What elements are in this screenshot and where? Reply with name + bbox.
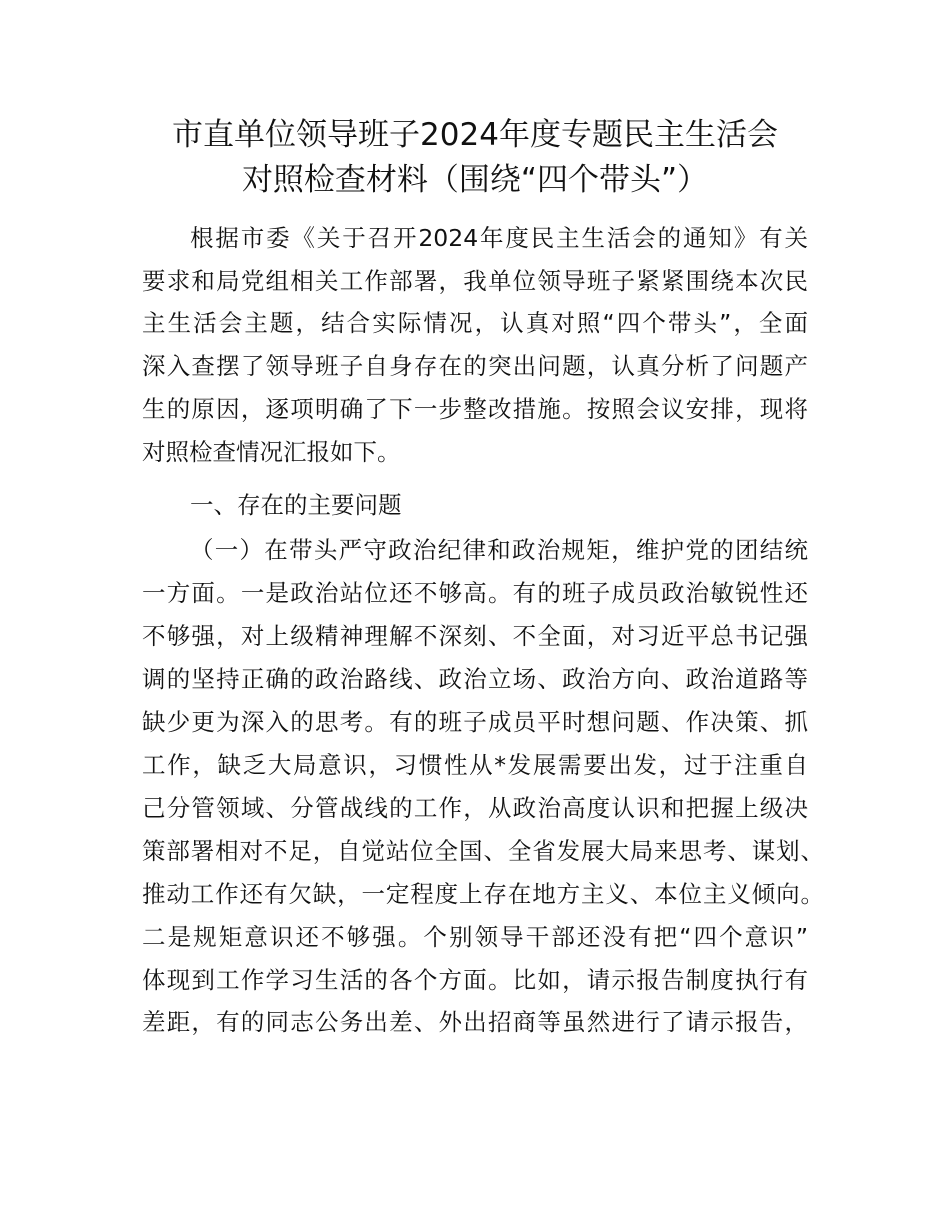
intro-line: 主生活会主题，结合实际情况，认真对照“四个带头”，全面 bbox=[142, 309, 808, 337]
section-line: 推动工作还有欠缺，一定程度上存在地方主义、本位主义倾向。 bbox=[142, 880, 824, 908]
section-line: （一）在带头严守政治纪律和政治规矩，维护党的团结统 bbox=[190, 536, 808, 564]
section-line: 策部署相对不足，自觉站位全国、全省发展大局来思考、谋划、 bbox=[142, 837, 824, 865]
document-title-line-2: 对照检查材料（围绕“四个带头”） bbox=[241, 162, 709, 198]
section-line: 调的坚持正确的政治路线、政治立场、政治方向、政治道路等 bbox=[142, 665, 808, 693]
section-line: 工作，缺乏大局意识，习惯性从*发展需要出发，过于注重自 bbox=[142, 751, 808, 779]
section-line: 一方面。一是政治站位还不够高。有的班子成员政治敏锐性还 bbox=[142, 579, 808, 607]
section-line: 二是规矩意识还不够强。个别领导干部还没有把“四个意识” bbox=[142, 923, 808, 951]
section-line: 己分管领域、分管战线的工作，从政治高度认识和把握上级决 bbox=[142, 794, 808, 822]
intro-line: 根据市委《关于召开2024年度民主生活会的通知》有关 bbox=[190, 224, 808, 252]
section-line: 不够强，对上级精神理解不深刻、不全面，对习近平总书记强 bbox=[142, 622, 808, 650]
section-line: 缺少更为深入的思考。有的班子成员平时想问题、作决策、抓 bbox=[142, 708, 808, 736]
section-heading: 一、存在的主要问题 bbox=[190, 491, 402, 519]
section-line: 差距，有的同志公务出差、外出招商等虽然进行了请示报告， bbox=[142, 1008, 808, 1036]
intro-line: 要求和局党组相关工作部署，我单位领导班子紧紧围绕本次民 bbox=[142, 267, 808, 295]
section-line: 体现到工作学习生活的各个方面。比如，请示报告制度执行有 bbox=[142, 966, 808, 994]
document-title-line-1: 市直单位领导班子2024年度专题民主生活会 bbox=[172, 117, 778, 153]
intro-line: 生的原因，逐项明确了下一步整改措施。按照会议安排，现将 bbox=[142, 395, 808, 423]
intro-line: 深入查摆了领导班子自身存在的突出问题，认真分析了问题产 bbox=[142, 352, 808, 380]
intro-line: 对照检查情况汇报如下。 bbox=[142, 438, 401, 466]
